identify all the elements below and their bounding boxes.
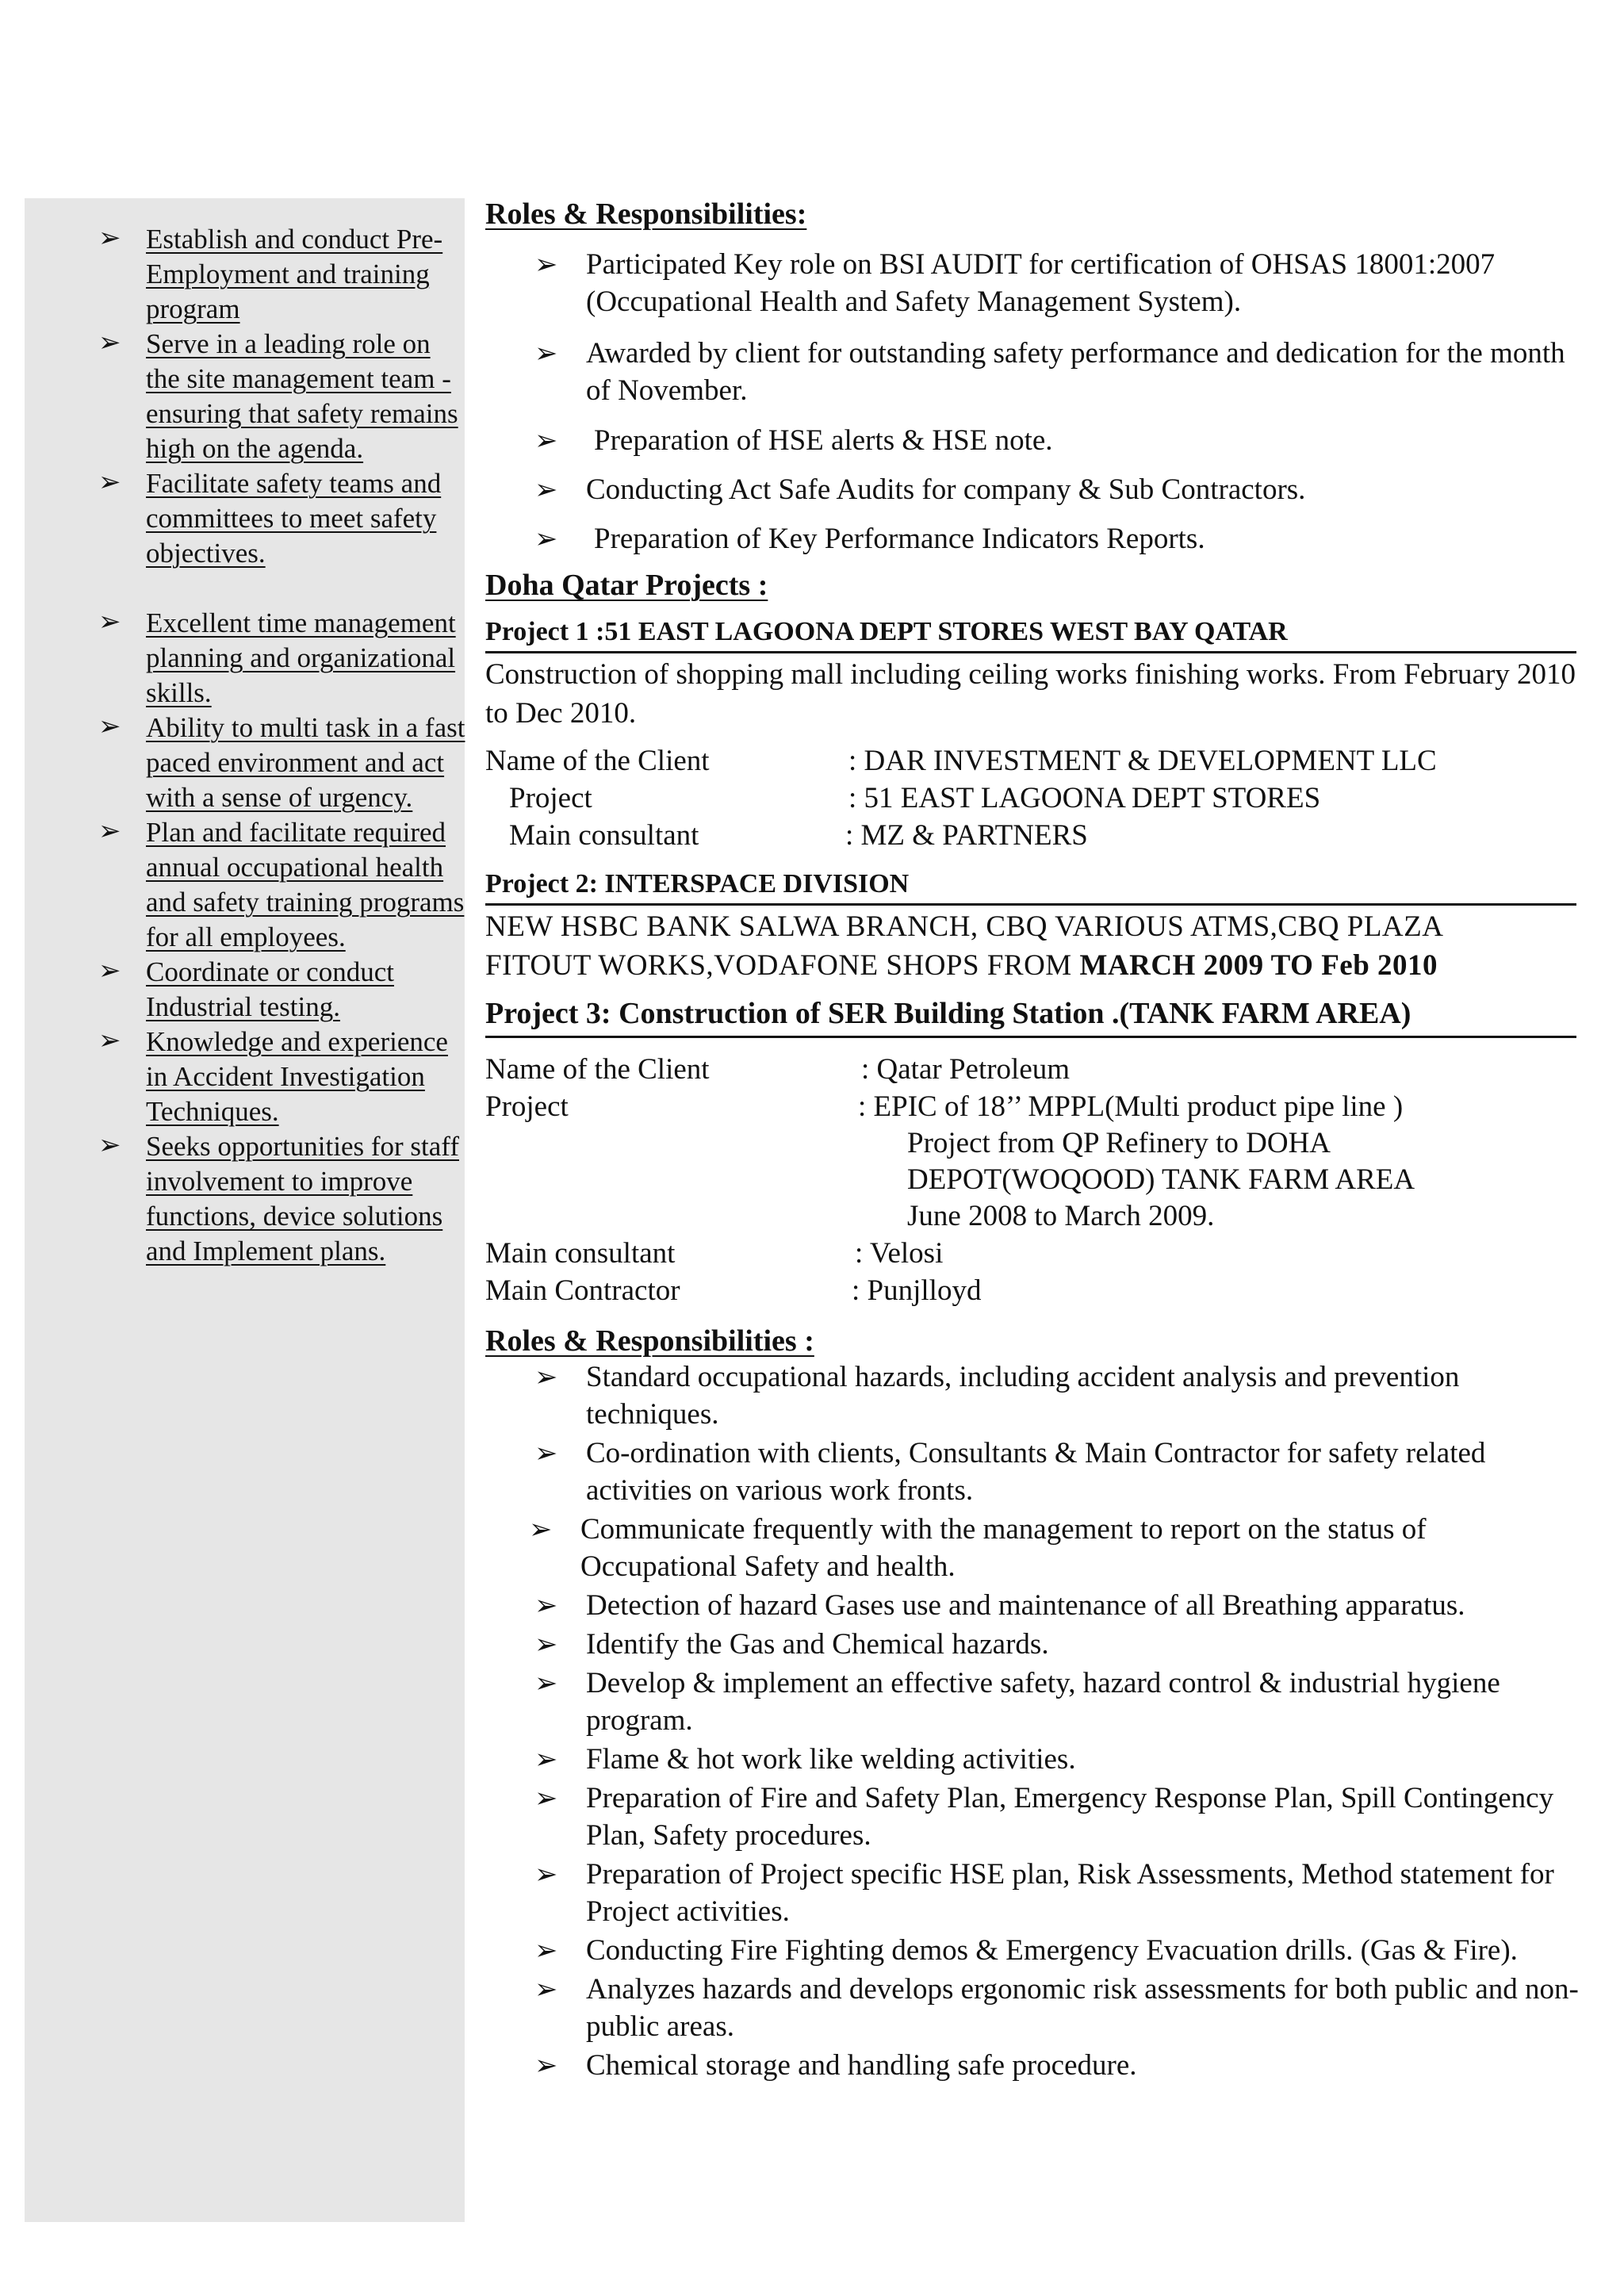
doha-projects-heading: Doha Qatar Projects : bbox=[485, 569, 768, 602]
list-item bbox=[485, 1358, 1580, 1433]
client-label: Name of the Client bbox=[485, 745, 710, 777]
arrow-bullet-icon: ➢ bbox=[98, 468, 121, 497]
list-item bbox=[485, 1587, 1580, 1624]
skill-text: Facilitate safety teams and committees to meet safety objectives. bbox=[146, 468, 442, 569]
main-content bbox=[485, 194, 1580, 2084]
arrow-bullet-icon: ➢ bbox=[534, 1629, 558, 1660]
sidebar-panel bbox=[25, 198, 465, 2222]
role-text: Preparation of HSE alerts & HSE note. bbox=[594, 424, 1053, 457]
arrow-bullet-icon: ➢ bbox=[534, 1783, 558, 1814]
project-2-dates: MARCH 2009 TO Feb 2010 bbox=[1079, 949, 1438, 982]
arrow-bullet-icon: ➢ bbox=[534, 1935, 558, 1966]
list-item bbox=[485, 246, 1580, 320]
list-item bbox=[485, 335, 1580, 409]
skill-text: Serve in a leading role on the site management team - ensuring that safety remains high on the agenda. bbox=[146, 328, 458, 464]
role-text: Conducting Fire Fighting demos & Emergency Evacuation drills. (Gas & Fire). bbox=[586, 1934, 1518, 1967]
skill-text: Establish and conduct Pre-Employment and training program bbox=[146, 224, 443, 324]
project-value: : EPIC of 18’’ MPPL(Multi product pipe line ) bbox=[858, 1090, 1404, 1123]
project-2-line-2 bbox=[485, 946, 1580, 985]
consultant-row bbox=[485, 817, 1580, 854]
roles-list-2 bbox=[485, 1358, 1580, 2084]
role-text: Standard occupational hazards, including accident analysis and prevention techniques. bbox=[586, 1361, 1460, 1431]
arrow-bullet-icon: ➢ bbox=[534, 1438, 558, 1469]
arrow-bullet-icon: ➢ bbox=[534, 425, 558, 456]
arrow-bullet-icon: ➢ bbox=[98, 712, 121, 741]
list-item bbox=[25, 1025, 467, 1129]
consultant-value: : Velosi bbox=[855, 1237, 944, 1270]
arrow-bullet-icon: ➢ bbox=[534, 338, 558, 369]
project-2-line-1: NEW HSBC BANK SALWA BRANCH, CBQ VARIOUS ATMS,CBQ PLAZA bbox=[485, 910, 1444, 943]
list-item bbox=[25, 327, 467, 466]
role-text: Awarded by client for outstanding safety performance and dedication for the month of November. bbox=[586, 337, 1565, 407]
arrow-bullet-icon: ➢ bbox=[534, 1590, 558, 1621]
list-item bbox=[25, 711, 467, 815]
role-text: Detection of hazard Gases use and maintenance of all Breathing apparatus. bbox=[586, 1589, 1465, 1622]
list-item bbox=[485, 520, 1580, 557]
consultant-row bbox=[485, 1235, 1580, 1272]
list-item bbox=[485, 422, 1580, 459]
skill-text: Knowledge and experience in Accident Investigation Techniques. bbox=[146, 1026, 448, 1127]
arrow-bullet-icon: ➢ bbox=[98, 1131, 121, 1160]
arrow-bullet-icon: ➢ bbox=[534, 2050, 558, 2081]
project-row bbox=[485, 1088, 1580, 1125]
arrow-bullet-icon: ➢ bbox=[534, 1744, 558, 1775]
arrow-bullet-icon: ➢ bbox=[534, 1859, 558, 1890]
project-value: : 51 EAST LAGOONA DEPT STORES bbox=[848, 782, 1321, 814]
list-item bbox=[485, 471, 1580, 508]
client-value: : Qatar Petroleum bbox=[861, 1053, 1071, 1086]
list-item bbox=[485, 1626, 1580, 1663]
role-text: Identify the Gas and Chemical hazards. bbox=[586, 1628, 1049, 1661]
project-value-cont-3: June 2008 to March 2009. bbox=[907, 1200, 1215, 1232]
list-item bbox=[25, 466, 467, 571]
list-item bbox=[485, 2047, 1580, 2084]
list-item bbox=[485, 1780, 1580, 1854]
project-3-heading: Project 3: Construction of SER Building Station .(TANK FARM AREA) bbox=[485, 991, 1576, 1038]
arrow-bullet-icon: ➢ bbox=[98, 817, 121, 846]
role-text: Flame & hot work like welding activities. bbox=[586, 1743, 1076, 1776]
arrow-bullet-icon: ➢ bbox=[534, 1668, 558, 1699]
project-row bbox=[485, 780, 1580, 817]
sidebar-skills-list bbox=[25, 222, 465, 1269]
project-2-line-2-text: FITOUT WORKS,VODAFONE SHOPS FROM bbox=[485, 949, 1080, 982]
arrow-bullet-icon: ➢ bbox=[98, 224, 121, 253]
consultant-value: : MZ & PARTNERS bbox=[845, 819, 1088, 852]
list-item bbox=[25, 1129, 467, 1269]
project-value-cont-1: Project from QP Refinery to DOHA bbox=[907, 1127, 1331, 1159]
contractor-row bbox=[485, 1272, 1580, 1309]
arrow-bullet-icon: ➢ bbox=[529, 1514, 553, 1545]
project-label: Project bbox=[485, 1090, 569, 1123]
role-text: Preparation of Fire and Safety Plan, Emergency Response Plan, Spill Contingency Plan, Safety procedures. bbox=[586, 1782, 1554, 1852]
arrow-bullet-icon: ➢ bbox=[534, 249, 558, 280]
arrow-bullet-icon: ➢ bbox=[98, 1026, 121, 1056]
skill-text: Coordinate or conduct Industrial testing. bbox=[146, 956, 394, 1022]
contractor-value: : Punjlloyd bbox=[852, 1274, 982, 1307]
client-row bbox=[485, 742, 1580, 780]
list-item bbox=[485, 1932, 1580, 1969]
role-text: Participated Key role on BSI AUDIT for certification of OHSAS 18001:2007 (Occupational Health and Safety Management System). bbox=[586, 248, 1496, 318]
role-text: Analyzes hazards and develops ergonomic risk assessments for both public and non-public areas. bbox=[586, 1973, 1579, 2043]
client-value: : DAR INVESTMENT & DEVELOPMENT LLC bbox=[848, 745, 1437, 777]
list-item bbox=[25, 955, 467, 1025]
arrow-bullet-icon: ➢ bbox=[534, 1362, 558, 1393]
skill-text: Ability to multi task in a fast paced environment and act with a sense of urgency. bbox=[146, 712, 465, 813]
arrow-bullet-icon: ➢ bbox=[98, 328, 121, 358]
project-2-heading: Project 2: INTERSPACE DIVISION bbox=[485, 865, 1576, 906]
skill-text: Excellent time management planning and organizational skills. bbox=[146, 607, 456, 708]
project-3-details bbox=[485, 1051, 1580, 1309]
list-item bbox=[485, 1741, 1580, 1778]
project-1-details bbox=[485, 742, 1580, 854]
skill-text: Seeks opportunities for staff involvement to improve functions, device solutions and Implement plans. bbox=[146, 1131, 459, 1266]
list-item bbox=[485, 1665, 1580, 1739]
consultant-label: Main consultant bbox=[509, 819, 699, 852]
roles-list bbox=[485, 246, 1580, 557]
client-row bbox=[485, 1051, 1580, 1088]
list-item bbox=[25, 606, 467, 711]
list-item bbox=[25, 222, 467, 327]
project-1-description: Construction of shopping mall including ceiling works finishing works. From February 2010 to Dec 2010. bbox=[485, 658, 1576, 730]
arrow-bullet-icon: ➢ bbox=[98, 956, 121, 986]
roles-heading-2: Roles & Responsibilities : bbox=[485, 1324, 814, 1358]
role-text: Communicate frequently with the management to report on the status of Occupational Safety and health. bbox=[580, 1513, 1427, 1583]
arrow-bullet-icon: ➢ bbox=[534, 474, 558, 505]
role-text: Develop & implement an effective safety, hazard control & industrial hygiene program. bbox=[586, 1667, 1500, 1737]
list-item bbox=[485, 1971, 1580, 2045]
contractor-label: Main Contractor bbox=[485, 1274, 680, 1307]
role-text: Preparation of Project specific HSE plan, Risk Assessments, Method statement for Project activities. bbox=[586, 1858, 1554, 1928]
role-text: Preparation of Key Performance Indicators Reports. bbox=[594, 523, 1205, 555]
list-item bbox=[485, 1435, 1580, 1509]
client-label: Name of the Client bbox=[485, 1053, 710, 1086]
skill-text: Plan and facilitate required annual occupational health and safety training programs for all employees. bbox=[146, 817, 465, 952]
project-value-cont-2: DEPOT(WOQOOD) TANK FARM AREA bbox=[907, 1163, 1415, 1196]
list-item bbox=[485, 1511, 1580, 1585]
project-label: Project bbox=[509, 782, 592, 814]
list-item bbox=[485, 1856, 1580, 1930]
arrow-bullet-icon: ➢ bbox=[98, 607, 121, 637]
consultant-label: Main consultant bbox=[485, 1237, 676, 1270]
role-text: Co-ordination with clients, Consultants & Main Contractor for safety related activities on various work fronts. bbox=[586, 1437, 1486, 1507]
list-item bbox=[25, 815, 467, 955]
role-text: Conducting Act Safe Audits for company & Sub Contractors. bbox=[586, 473, 1306, 506]
role-text: Chemical storage and handling safe procedure. bbox=[586, 2049, 1137, 2082]
project-1-heading: Project 1 :51 EAST LAGOONA DEPT STORES WEST BAY QATAR bbox=[485, 613, 1576, 653]
arrow-bullet-icon: ➢ bbox=[534, 1974, 558, 2005]
roles-heading: Roles & Responsibilities: bbox=[485, 197, 807, 231]
arrow-bullet-icon: ➢ bbox=[534, 523, 558, 554]
